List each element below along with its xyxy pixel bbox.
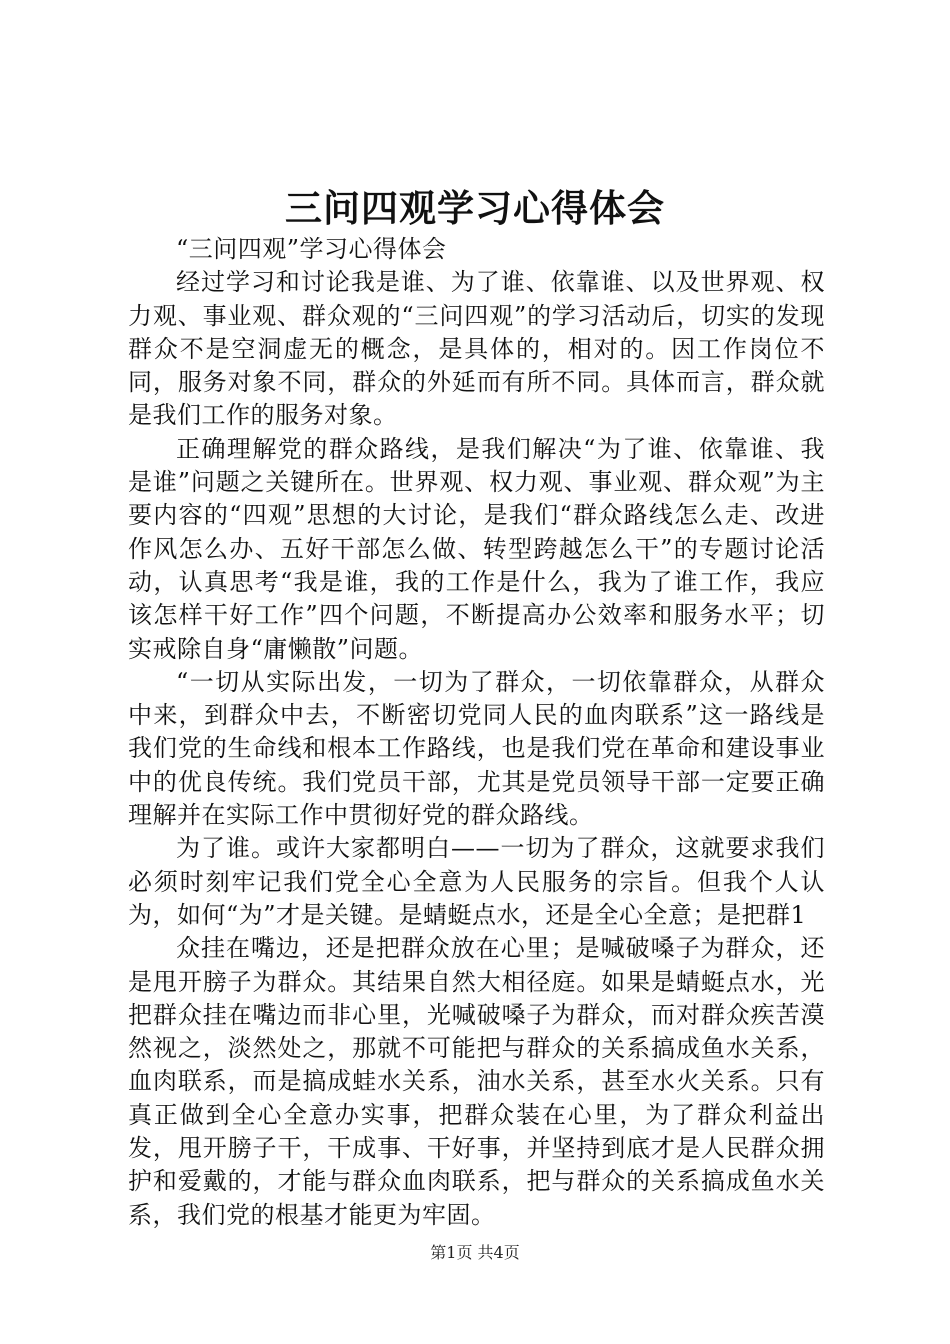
paragraph: 正确理解党的群众路线，是我们解决“为了谁、依靠谁、我是谁”问题之关键所在。世界观、权力观、事业观、群众观”为主要内容的“四观”思想的大讨论，是我们“群众路线怎么走、改进作风怎么办、五好干部怎么做、转型跨越怎么干”的专题讨论活动，认真思考“我是谁，我的工作是什么，我为了谁工作，我应该怎样干好工作”四个问题，不断提高办公效率和服务水平；切实戒除自身“庸懒散”问题。	[128, 434, 825, 663]
paragraph: “一切从实际出发，一切为了群众，一切依靠群众，从群众中来，到群众中去，不断密切党同人民的血肉联系”这一路线是我们党的生命线和根本工作路线，也是我们党在革命和建设事业中的优良传统。我们党员干部，尤其是党员领导干部一定要正确理解并在实际工作中贯彻好党的群众路线。	[128, 667, 825, 830]
document-title: 三问四观学习心得体会	[285, 186, 665, 230]
document-body	[128, 233, 825, 1232]
paragraph-subtitle: “三问四观”学习心得体会	[176, 235, 447, 263]
paragraph: 经过学习和讨论我是谁、为了谁、依靠谁、以及世界观、权力观、事业观、群众观的“三问四观”的学习活动后，切实的发现群众不是空洞虚无的概念，是具体的，相对的。因工作岗位不同，服务对象不同，群众的外延而有所不同。具体而言，群众就是我们工作的服务对象。	[128, 268, 825, 430]
paragraph: 为了谁。或许大家都明白——一切为了群众，这就要求我们必须时刻牢记我们党全心全意为人民服务的宗旨。但我个人认为，如何“为”才是关键。是蜻蜓点水，还是全心全意；是把群1	[128, 834, 825, 929]
page-footer: 第1页 共4页	[430, 1243, 520, 1262]
paragraph: 众挂在嘴边，还是把群众放在心里；是喊破嗓子为群众，还是甩开膀子为群众。其结果自然大相径庭。如果是蜻蜓点水，光把群众挂在嘴边而非心里，光喊破嗓子为群众，而对群众疾苦漠然视之，淡然处之，那就不可能把与群众的关系搞成鱼水关系，血肉联系，而是搞成蛙水关系，油水关系，甚至水火关系。只有真正做到全心全意办实事，把群众装在心里，为了群众利益出发，甩开膀子干，干成事、干好事，并坚持到底才是人民群众拥护和爱戴的，才能与群众血肉联系，把与群众的关系搞成鱼水关系，我们党的根基才能更为牢固。	[128, 934, 825, 1229]
